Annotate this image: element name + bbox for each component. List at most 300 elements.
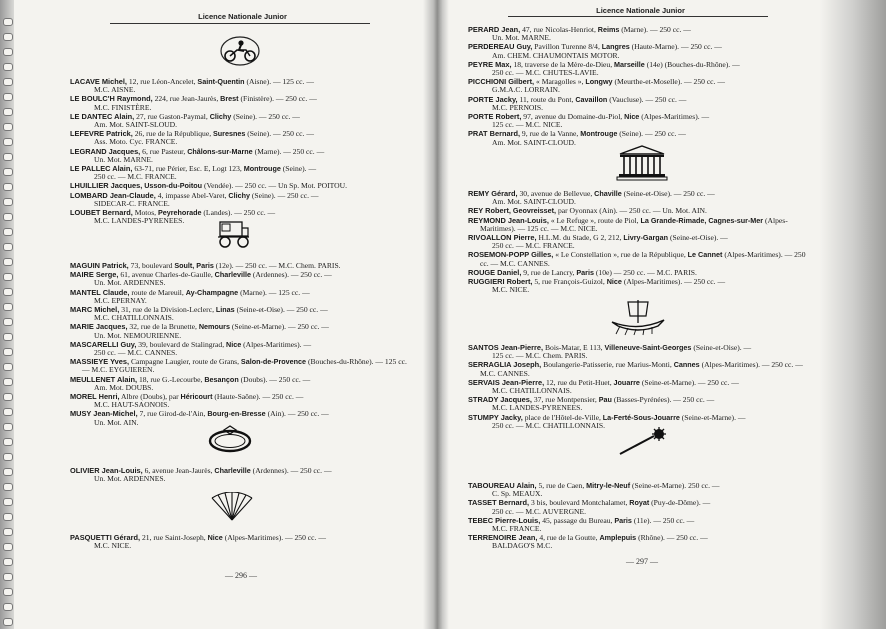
member-name: STRADY Jacques,	[468, 395, 532, 405]
binding-ring	[3, 483, 13, 491]
binding-ring	[3, 378, 13, 386]
binding-ring	[3, 543, 13, 551]
club-name: Am. Mot. SAINT-CLOUD.	[492, 137, 576, 147]
city-name: Clichy	[228, 190, 250, 200]
city-name: Longwy	[585, 77, 613, 87]
city-name: Marseille	[614, 59, 645, 69]
member-name: SANTOS Jean-Pierre,	[468, 343, 544, 352]
binding-ring	[3, 198, 13, 206]
member-name: OLIVIER Jean-Louis,	[70, 466, 143, 475]
address: 7, rue Girod-de-l'Ain,	[139, 409, 206, 419]
club-name: Un. Mot. AIN.	[94, 417, 139, 427]
city-name: Pau	[598, 395, 612, 405]
club-name: Un. Mot. NEMOURIENNE.	[94, 330, 182, 340]
member-name: LOUBET Bernard,	[70, 208, 133, 218]
region-and-class: (Seine). — 250 cc. —	[619, 129, 686, 139]
region-and-class: (Alpes-Maritimes). — 250 cc. — M.C. CANNES.	[480, 360, 803, 378]
region-and-class: (Alpes-Maritimes). — 250 cc. — M.C. CANNES.	[480, 250, 806, 268]
member-name: LE DANTEC Alain,	[70, 111, 135, 121]
member-name: PORTE Robert,	[468, 112, 522, 122]
city-name: Clichy	[209, 111, 232, 121]
region-and-class: (Seine-et-Marne). — 250 cc. —	[641, 377, 739, 387]
binding-ring	[3, 48, 13, 56]
binding-ring	[3, 513, 13, 521]
binding-ring	[3, 318, 13, 326]
city-name: Nice	[226, 339, 242, 349]
address: 73, boulevard	[130, 261, 173, 270]
city-name: Nemours	[198, 322, 230, 332]
club-name: M.C. EPERNAY.	[94, 295, 147, 305]
page-number: — 296 —	[225, 571, 257, 580]
page-header: Licence Nationale Junior	[596, 6, 685, 15]
club-name: BALDAGO'S M.C.	[492, 541, 553, 551]
binding-ring	[3, 33, 13, 41]
city-name: Nice	[624, 112, 640, 122]
city-name: Héricourt	[180, 392, 213, 402]
address: 18, traverse de la Mère-de-Dieu,	[513, 59, 613, 69]
fan-icon	[210, 492, 254, 522]
temple-icon	[616, 144, 668, 182]
member-name: PRAT Bernard,	[468, 129, 521, 139]
entry-block-m	[70, 262, 415, 428]
region-and-class: (Marne). — 250 cc. —	[254, 146, 325, 156]
member-name: LACAVE Michel,	[70, 77, 127, 86]
city-name: Montrouge	[580, 129, 618, 139]
club-name: C. Sp. MEAUX.	[492, 489, 543, 499]
club-name: M.C. NICE.	[492, 285, 530, 295]
directory-entry	[70, 358, 415, 374]
binding-ring	[3, 243, 13, 251]
member-name: MAIRE Serge,	[70, 270, 119, 280]
city-name: Nice	[207, 533, 223, 542]
member-name: LEGRAND Jacques,	[70, 146, 141, 156]
binding-ring	[3, 63, 13, 71]
directory-entry	[468, 96, 813, 112]
region-and-class: par Oyonnax (Ain). — 250 cc. — Un. Mot. AIN.	[557, 206, 707, 216]
city-name: Peyrehorade	[157, 208, 202, 218]
region-and-class: (Finistère). — 250 cc. —	[240, 94, 317, 104]
member-name: MAGUIN Patrick,	[70, 261, 129, 270]
club-name: M.C. CHATILLONNAIS.	[492, 386, 572, 396]
city-name: Bourg-en-Bresse	[207, 409, 266, 419]
binding-ring	[3, 468, 13, 476]
city-name: Charleville	[214, 270, 251, 280]
member-name: MOREL Henri,	[70, 392, 120, 402]
club-name: 125 cc. — M.C. NICE.	[492, 120, 563, 130]
city-name: Reims	[597, 25, 620, 34]
member-name: LE BOULC'H Raymond,	[70, 94, 153, 104]
city-name: Suresnes	[213, 129, 246, 139]
binding-ring	[3, 78, 13, 86]
page-number: — 297 —	[626, 557, 658, 566]
city-name: Geovreisset,	[512, 206, 557, 216]
city-name: Villeneuve-Saint-Georges	[604, 343, 692, 352]
city-name: Cannes	[673, 360, 700, 370]
binding-ring	[3, 528, 13, 536]
address: 4, impasse Abel-Varet,	[157, 190, 227, 200]
member-name: REMY Gérard,	[468, 189, 518, 198]
entry-block-p	[468, 26, 813, 148]
directory-entry	[70, 306, 415, 322]
directory-entry	[70, 262, 415, 270]
region-and-class: (Seine-et-Oise). — 250 cc. —	[236, 305, 328, 315]
directory-entry	[468, 396, 813, 412]
club-name: M.C. CHATILLONNAIS.	[94, 313, 174, 323]
address: 26, rue de la République,	[134, 129, 212, 139]
directory-entry	[468, 43, 813, 59]
city-name: Châlons-sur-Marne	[187, 146, 253, 156]
member-name: MASSIEYE Yves,	[70, 357, 130, 367]
club-name: M.C. FRANCE.	[492, 524, 542, 534]
directory-entry	[468, 78, 813, 94]
binding-ring	[3, 168, 13, 176]
region-and-class: (Seine-et-Oise). —	[669, 233, 728, 243]
club-name: M.C. PERNOIS.	[492, 102, 544, 112]
region-and-class: (Seine-et-Oise). — 250 cc. —	[623, 189, 715, 198]
address: 30, avenue de Bellevue,	[519, 189, 593, 198]
address: place de l'Hôtel-de-Ville,	[524, 412, 601, 422]
region-and-class: (Seine). — 250 cc. —	[233, 111, 300, 121]
binding-ring	[3, 393, 13, 401]
binding-ring	[3, 348, 13, 356]
region-and-class: (11e). — 250 cc. —	[633, 515, 695, 525]
member-name: PEYRE Max,	[468, 59, 512, 69]
directory-entry	[70, 113, 415, 129]
address: Campagne Laugier, route de Grans,	[130, 357, 240, 367]
member-name: PORTE Jacky,	[468, 94, 518, 104]
address: H.L.M. du Stade, G 2, 212,	[538, 233, 622, 243]
ring-icon	[207, 424, 253, 454]
city-name: La-Ferté-Sous-Jouarre	[602, 412, 680, 422]
club-name: 125 cc. — M.C. Chem. PARIS.	[492, 351, 588, 361]
binding-ring	[3, 93, 13, 101]
directory-entry	[468, 234, 813, 250]
club-name: 250 cc. — M.C. CHUTES-LAVIE.	[492, 68, 599, 78]
club-name: M.C. LANDES-PYRENEES.	[492, 403, 583, 413]
region-and-class: (Vendée). — 250 cc. — Un Sp. Mot. POITOU.	[203, 181, 348, 191]
binding-ring	[3, 573, 13, 581]
member-name: ROUGE Daniel,	[468, 267, 522, 277]
club-name: Un. Mot. ARDENNES.	[94, 278, 166, 288]
address: « Maragolles »,	[536, 77, 584, 87]
header-rule	[508, 16, 768, 17]
binding-ring	[3, 618, 13, 626]
directory-entry	[70, 182, 415, 190]
directory-entry	[468, 207, 813, 215]
directory-entry	[468, 517, 813, 533]
galley-ship-icon	[608, 296, 668, 336]
city-name: Ay-Champagne	[185, 287, 239, 297]
binding-ring	[3, 258, 13, 266]
city-name: Charleville	[214, 466, 251, 475]
member-name: TEBEC Pierre-Louis,	[468, 515, 541, 525]
address: 3 bis, boulevard Montchalamet,	[530, 498, 628, 508]
region-and-class: (Alpes-Maritimes). —	[641, 112, 710, 122]
binding-ring	[3, 498, 13, 506]
directory-entry	[70, 130, 415, 146]
club-name: 250 cc. — M.C. CANNES.	[94, 348, 178, 358]
directory-entry	[468, 379, 813, 395]
motorcycle-rider-icon	[220, 36, 260, 66]
region-and-class: (Doubs). — 250 cc. —	[240, 374, 311, 384]
region-and-class: (Seine-et-Marne). — 250 cc. —	[231, 322, 329, 332]
club-name: Am. CHEM. CHAUMONTAIS MOTOR.	[492, 50, 620, 60]
directory-entry	[70, 148, 415, 164]
region-and-class: (Alpes-Maritimes). — 125 cc. — M.C. NICE.	[480, 215, 788, 233]
directory-entry	[468, 113, 813, 129]
member-name: ROSEMON-POPP Gilles,	[468, 250, 554, 260]
club-name: Un. Mot. MARNE.	[94, 154, 153, 164]
member-name: PASQUETTI Gérard,	[70, 533, 141, 542]
region-and-class: (Seine). — 250 cc. —	[251, 190, 319, 200]
directory-entry	[70, 376, 415, 392]
city-name: Saint-Quentin	[197, 77, 245, 86]
directory-entry	[468, 217, 813, 233]
member-name: SERRAGLIA Joseph,	[468, 360, 542, 370]
binding-ring	[3, 123, 13, 131]
member-name: MARIE Jacques,	[70, 322, 128, 332]
region-and-class: (Marne). — 125 cc. —	[240, 287, 310, 297]
region-and-class: (Aisne). — 125 cc. —	[246, 77, 314, 86]
page-gutter	[423, 0, 449, 629]
member-name: REYMOND Jean-Louis,	[468, 215, 549, 225]
address: 21, rue Saint-Joseph,	[142, 533, 206, 542]
directory-entry	[468, 26, 813, 42]
directory-entry	[70, 323, 415, 339]
region-and-class: (Seine). — 250 cc. —	[247, 129, 314, 139]
vintage-car-icon	[215, 218, 251, 250]
city-name: Salon-de-Provence	[240, 357, 307, 367]
region-and-class: (Bouches-du-Rhône). — 125 cc. — M.C. EYGUIEREN.	[82, 357, 407, 375]
club-name: Ass. Moto. Cyc. FRANCE.	[94, 137, 178, 147]
entry-block-t	[468, 482, 813, 552]
page-header: Licence Nationale Junior	[198, 12, 287, 21]
club-name: Am. Mot. SAINT-CLOUD.	[492, 197, 576, 207]
city-name: Paris	[614, 515, 632, 525]
member-name: MUSY Jean-Michel,	[70, 409, 138, 419]
city-name: Jouarre	[613, 377, 640, 387]
address: Motos,	[134, 208, 157, 218]
club-name: 250 cc. — M.C. FRANCE.	[94, 172, 177, 182]
member-name: REY Robert,	[468, 206, 511, 216]
member-name: LE PALLEC Alain,	[70, 164, 133, 174]
club-name: 250 cc. — M.C. AUVERGNE.	[492, 506, 587, 516]
address: 224, rue Jean-Jaurès,	[154, 94, 219, 104]
region-and-class: (Seine-et-Oise). —	[693, 343, 752, 352]
city-name: Montrouge	[243, 164, 281, 174]
directory-entry	[70, 165, 415, 181]
directory-entry	[468, 361, 813, 377]
member-name: LEFEVRE Patrick,	[70, 129, 133, 139]
spiral-binding	[0, 0, 14, 629]
binding-ring	[3, 438, 13, 446]
city-name: Nice	[606, 277, 622, 287]
left-page	[70, 0, 415, 629]
directory-entry	[468, 534, 813, 550]
address: 39, boulevard de Stalingrad,	[138, 339, 225, 349]
club-name: 250 cc. — M.C. FRANCE.	[492, 241, 575, 251]
binding-ring	[3, 213, 13, 221]
address: 47, rue Nicolas-Henriot,	[522, 25, 596, 34]
club-name: Am. Mot. DOUBS.	[94, 382, 154, 392]
binding-ring	[3, 363, 13, 371]
member-name: MEULLENET Alain,	[70, 374, 138, 384]
right-page	[468, 0, 813, 629]
address: 6, rue Pasteur,	[142, 146, 186, 156]
header-rule	[110, 23, 370, 24]
region-and-class: (Alpes-Maritimes). — 250 cc. —	[224, 533, 326, 542]
region-and-class: (10e) — 250 cc. — M.C. PARIS.	[595, 267, 697, 277]
city-name: Usson-du-Poitou	[144, 181, 203, 191]
region-and-class: (Puy-de-Dôme). —	[651, 498, 711, 508]
club-name: 250 cc. — M.C. CHATILLONNAIS.	[492, 420, 606, 430]
club-name: M.C. LANDES-PYRENEES.	[94, 216, 185, 226]
club-name: Un. Mot. ARDENNES.	[94, 474, 166, 484]
directory-entry	[468, 61, 813, 77]
region-and-class: (Basses-Pyrénées). — 250 cc. —	[613, 395, 715, 405]
binding-ring	[3, 303, 13, 311]
region-and-class: (Alpes-Maritimes). — 250 cc. —	[623, 277, 726, 287]
binding-ring	[3, 423, 13, 431]
city-name: Livry-Gargan	[623, 233, 669, 243]
address: 12, rue du Petit-Huet,	[546, 377, 612, 387]
address: 18, rue G.-Lecourbe,	[138, 374, 203, 384]
directory-entry	[468, 482, 813, 498]
city-name: La Grande-Rimade, Cagnes-sur-Mer	[640, 215, 764, 225]
directory-entry	[70, 271, 415, 287]
binding-ring	[3, 558, 13, 566]
address: 5, rue de Caen,	[538, 481, 585, 490]
region-and-class: (Meurthe-et-Moselle). — 250 cc. —	[614, 77, 725, 87]
region-and-class: (Ardennes). — 250 cc. —	[252, 270, 332, 280]
club-name: Un. Mot. MARNE.	[492, 33, 551, 43]
member-name: RUGGIERI Robert,	[468, 277, 533, 287]
binding-ring	[3, 333, 13, 341]
region-and-class: (Seine-et-Marne). —	[681, 412, 746, 422]
address: Pavillon Turenne 8/4,	[534, 42, 600, 52]
binding-ring	[3, 603, 13, 611]
address: 11, route du Pont,	[519, 94, 574, 104]
binding-ring	[3, 183, 13, 191]
binding-ring	[3, 588, 13, 596]
city-name: Paris	[576, 267, 594, 277]
region-and-class: (12e). — 250 cc. — M.C. Chem. PARIS.	[215, 261, 341, 270]
address: 63-71, rue Périer, Esc. E, Logt 123,	[134, 164, 242, 174]
directory-entry	[468, 269, 813, 277]
region-and-class: (Vaucluse). — 250 cc. —	[609, 94, 687, 104]
member-name: MARC Michel,	[70, 305, 120, 315]
member-name: MASCARELLI Guy,	[70, 339, 137, 349]
club-name: SIDECAR-C. FRANCE.	[94, 198, 170, 208]
region-and-class: (Landes). — 250 cc. —	[203, 208, 276, 218]
address: 9, rue de Lancry,	[523, 267, 575, 277]
city-name: Le Cannet	[687, 250, 723, 260]
address: 6, avenue Jean-Jaurès,	[144, 466, 213, 475]
mace-icon	[616, 426, 672, 458]
city-name: Royat	[629, 498, 650, 508]
page-edge-shadow	[820, 0, 886, 629]
member-name: STUMPY Jacky,	[468, 412, 523, 422]
club-name: M.C. AISNE.	[94, 85, 136, 95]
city-name: Chaville	[594, 189, 622, 198]
member-name: RIVOALLON Pierre,	[468, 233, 537, 243]
city-name: Linas	[215, 305, 235, 315]
address: 4, rue de la Goutte,	[539, 533, 598, 543]
binding-ring	[3, 153, 13, 161]
address: 9, rue de la Vanne,	[521, 129, 579, 139]
directory-entry	[468, 344, 813, 360]
club-name: M.C. HAUT-SAONOIS.	[94, 400, 170, 410]
city-name: Brest	[220, 94, 239, 104]
region-and-class: (Marne). — 250 cc. —	[621, 25, 691, 34]
directory-entry	[70, 393, 415, 409]
binding-ring	[3, 18, 13, 26]
region-and-class: (Haute-Saône). — 250 cc. —	[214, 392, 304, 402]
region-and-class: (Alpes-Maritimes). —	[243, 339, 312, 349]
club-name: M.C. FINISTÈRE.	[94, 102, 152, 112]
directory-entry	[70, 467, 415, 483]
directory-entry	[468, 499, 813, 515]
address: 5, rue François-Guizol,	[534, 277, 605, 287]
region-and-class: (Haute-Marne). — 250 cc. —	[631, 42, 722, 52]
address: 32, rue de la Brunette,	[129, 322, 197, 332]
entry-block-s	[468, 344, 813, 431]
member-name: LHUILLIER Jacques,	[70, 181, 143, 191]
region-and-class: (Ain). — 250 cc. —	[267, 409, 329, 419]
club-name: M.C. NICE.	[94, 541, 132, 551]
directory-entry	[70, 95, 415, 111]
directory-entry	[70, 534, 415, 550]
region-and-class: (Ardennes). — 250 cc. —	[252, 466, 332, 475]
member-name: MANTEL Claude,	[70, 287, 130, 297]
directory-entry	[70, 192, 415, 208]
region-and-class: (Rhône). — 250 cc. —	[638, 533, 708, 543]
address: Bois-Matar, E 113,	[544, 343, 603, 352]
city-name: Cavaillon	[575, 94, 608, 104]
member-name: TERRENOIRE Jean,	[468, 533, 538, 543]
binding-ring	[3, 453, 13, 461]
directory-entry	[468, 190, 813, 206]
address: 12, rue Léon-Ancelet,	[128, 77, 196, 86]
member-name: TABOUREAU Alain,	[468, 481, 537, 490]
member-name: PERARD Jean,	[468, 25, 521, 34]
address: Albre (Doubs), par	[121, 392, 179, 402]
binding-ring	[3, 108, 13, 116]
address: 45, passage du Bureau,	[542, 515, 613, 525]
address: 31, rue de la Division-Leclerc,	[121, 305, 214, 315]
address: « Le Refuge », route de Piol,	[550, 215, 639, 225]
member-name: PICCHIONI Gilbert,	[468, 77, 535, 87]
entry-block-r	[468, 190, 813, 295]
address: 37, rue Montpensier,	[533, 395, 597, 405]
entry-block-p	[70, 534, 415, 551]
city-name: Langres	[601, 42, 630, 52]
binding-ring	[3, 138, 13, 146]
member-name: LOMBARD Jean-Claude,	[70, 190, 156, 200]
address: 27, rue Gaston-Paymal,	[136, 111, 208, 121]
directory-entry	[468, 251, 813, 267]
directory-entry	[70, 341, 415, 357]
member-name: TASSET Bernard,	[468, 498, 530, 508]
binding-ring	[3, 273, 13, 281]
address: « Le Constellation », rue de la République,	[555, 250, 686, 260]
binding-ring	[3, 288, 13, 296]
address: 61, avenue Charles-de-Gaulle,	[120, 270, 213, 280]
city-name: Mitry-le-Neuf	[586, 481, 631, 490]
member-name: SERVAIS Jean-Pierre,	[468, 377, 545, 387]
binding-ring	[3, 228, 13, 236]
directory-entry	[468, 278, 813, 294]
